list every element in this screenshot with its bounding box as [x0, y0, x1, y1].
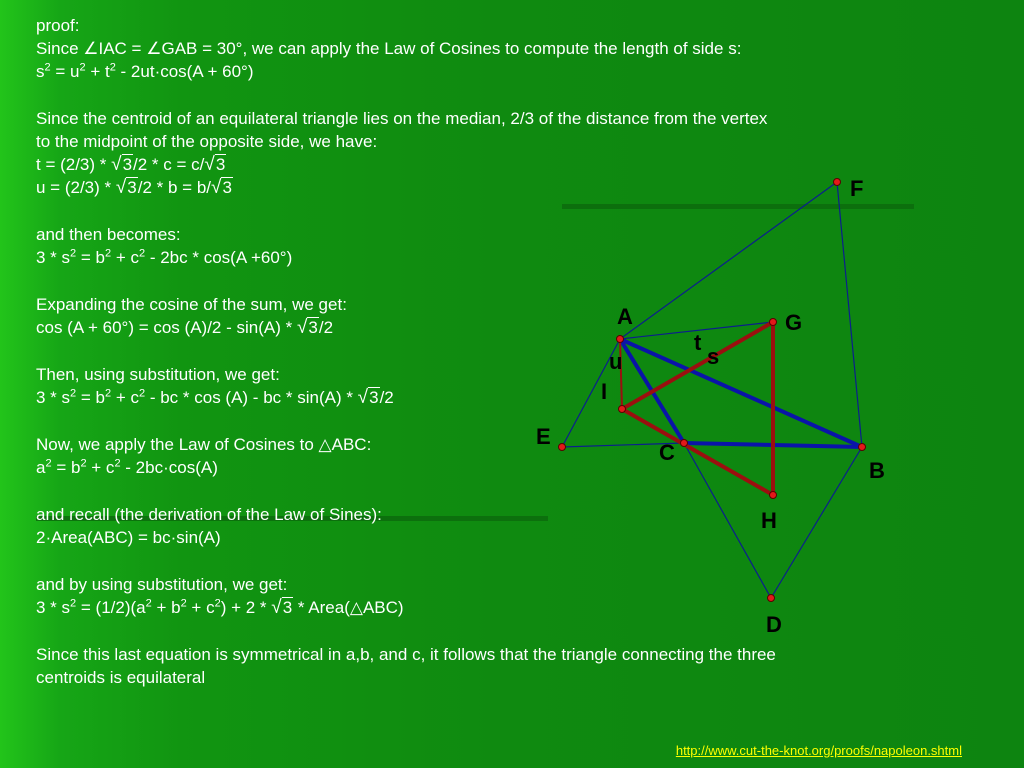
radical-sign: √ [296, 317, 308, 338]
proof-line-21: centroids is equilateral [36, 668, 206, 687]
superscript: 2 [214, 597, 221, 610]
radicand: 3 [369, 388, 379, 407]
text: + c [111, 388, 139, 407]
point-b [859, 444, 866, 451]
text: t = (2/3) * [36, 155, 112, 174]
label-s: s [707, 344, 720, 369]
proof-line-12: Then, using substitution, we get: [36, 365, 280, 384]
proof-line-18: and by using substitution, we get: [36, 575, 288, 594]
proof-line-5: to the midpoint of the opposite side, we have: [36, 132, 378, 151]
segment-d-b [771, 447, 862, 598]
text: = b [76, 248, 105, 267]
text: + c [186, 598, 215, 617]
text: + b [151, 598, 181, 617]
superscript: 2 [109, 61, 116, 74]
radical-sign: √ [115, 177, 127, 198]
text: + c [86, 458, 115, 477]
superscript: 2 [70, 387, 77, 400]
text: - bc * cos (A) - bc * sin(A) * [145, 388, 358, 407]
superscript: 2 [105, 387, 112, 400]
side-i-h [622, 409, 773, 495]
triangle-symbol: △ [349, 598, 363, 617]
text: a [36, 458, 46, 477]
point-h [770, 492, 777, 499]
radical-sign: √ [211, 177, 222, 198]
radicand: 3 [127, 178, 137, 197]
label-h: H [761, 508, 777, 533]
text: = b [76, 388, 105, 407]
angle-symbol: ∠ [83, 39, 99, 58]
radical-sign: √ [204, 154, 215, 175]
label-b: B [869, 458, 885, 483]
label-d: D [766, 612, 782, 637]
text: + t [85, 62, 110, 81]
text: GAB = 30°, we can apply the Law of Cosines to compute the length of side s: [161, 39, 742, 58]
point-f [834, 179, 841, 186]
segment-c-d [684, 443, 771, 598]
source-link[interactable]: http://www.cut-the-knot.org/proofs/napoleon.shtml [675, 743, 962, 758]
text: = (1/2)(a [76, 598, 146, 617]
label-c: C [659, 440, 675, 465]
radical-sign: √ [271, 597, 282, 618]
text: - 2bc·cos(A) [120, 458, 218, 477]
proof-line-20: Since this last equation is symmetrical in a,b, and c, it follows that the triangle connecting the three [36, 645, 776, 664]
point-i [619, 406, 626, 413]
text: cos (A + 60°) = cos (A)/2 - sin(A) * [36, 318, 297, 337]
text: /2 * b = b/ [137, 178, 212, 197]
text: u = (2/3) * [36, 178, 116, 197]
superscript: 2 [79, 61, 86, 74]
point-e [559, 444, 566, 451]
text: Now, we apply the Law of Cosines to [36, 435, 319, 454]
proof-line-10: Expanding the cosine of the sum, we get: [36, 295, 347, 314]
text: 3 * s [36, 388, 71, 407]
text: /2 * c = c/ [133, 155, 205, 174]
point-labels [536, 176, 885, 637]
text: 3 * s [36, 248, 71, 267]
segment-f-b [837, 182, 862, 447]
label-f: F [850, 176, 864, 201]
label-g: G [785, 310, 803, 335]
triangle-symbol: △ [318, 435, 332, 454]
text: + c [111, 248, 139, 267]
segment-a-f [620, 182, 837, 339]
label-i: I [601, 379, 608, 404]
superscript: 2 [105, 247, 112, 260]
proof-line-4: Since the centroid of an equilateral triangle lies on the median, 2/3 of the distance from the vertex [36, 109, 768, 128]
text: /2 [379, 388, 394, 407]
label-u: u [609, 349, 623, 374]
radical-sign: √ [111, 154, 122, 175]
label-e: E [536, 424, 551, 449]
proof-line-17: 2·Area(ABC) = bc·sin(A) [36, 528, 221, 547]
superscript: 2 [44, 61, 51, 74]
proof-line-8: and then becomes: [36, 225, 181, 244]
text: - 2bc * cos(A +60°) [145, 248, 293, 267]
superscript: 2 [70, 597, 77, 610]
proof-heading: proof: [36, 16, 80, 35]
radicand: 3 [215, 155, 226, 174]
text: = u [50, 62, 80, 81]
point-a [617, 336, 624, 343]
superscript: 2 [145, 597, 152, 610]
text: /2 [318, 318, 334, 337]
superscript: 2 [45, 457, 52, 470]
label-a: A [617, 304, 633, 329]
superscript: 2 [114, 457, 121, 470]
proof-line-16: and recall (the derivation of the Law of Sines): [36, 505, 382, 524]
superscript: 2 [180, 597, 187, 610]
superscript: 2 [139, 387, 146, 400]
text: * Area( [293, 598, 350, 617]
radicand: 3 [308, 318, 318, 337]
point-c [681, 440, 688, 447]
label-t: t [694, 330, 702, 355]
radicand: 3 [222, 178, 232, 197]
angle-symbol: ∠ [146, 39, 162, 58]
superscript: 2 [70, 247, 77, 260]
text: ) + 2 * [220, 598, 272, 617]
point-d [768, 595, 775, 602]
radicand: 3 [282, 598, 293, 617]
text: 3 * s [36, 598, 71, 617]
superscript: 2 [80, 457, 87, 470]
text: s [36, 62, 45, 81]
radical-sign: √ [357, 387, 369, 408]
text: ABC) [362, 598, 404, 617]
text: - 2ut·cos(A + 60°) [115, 62, 254, 81]
radicand: 3 [122, 155, 133, 174]
superscript: 2 [139, 247, 146, 260]
text: Since [36, 39, 84, 58]
text: IAC = [98, 39, 147, 58]
point-g [770, 319, 777, 326]
text: ABC: [331, 435, 372, 454]
text: = b [51, 458, 81, 477]
